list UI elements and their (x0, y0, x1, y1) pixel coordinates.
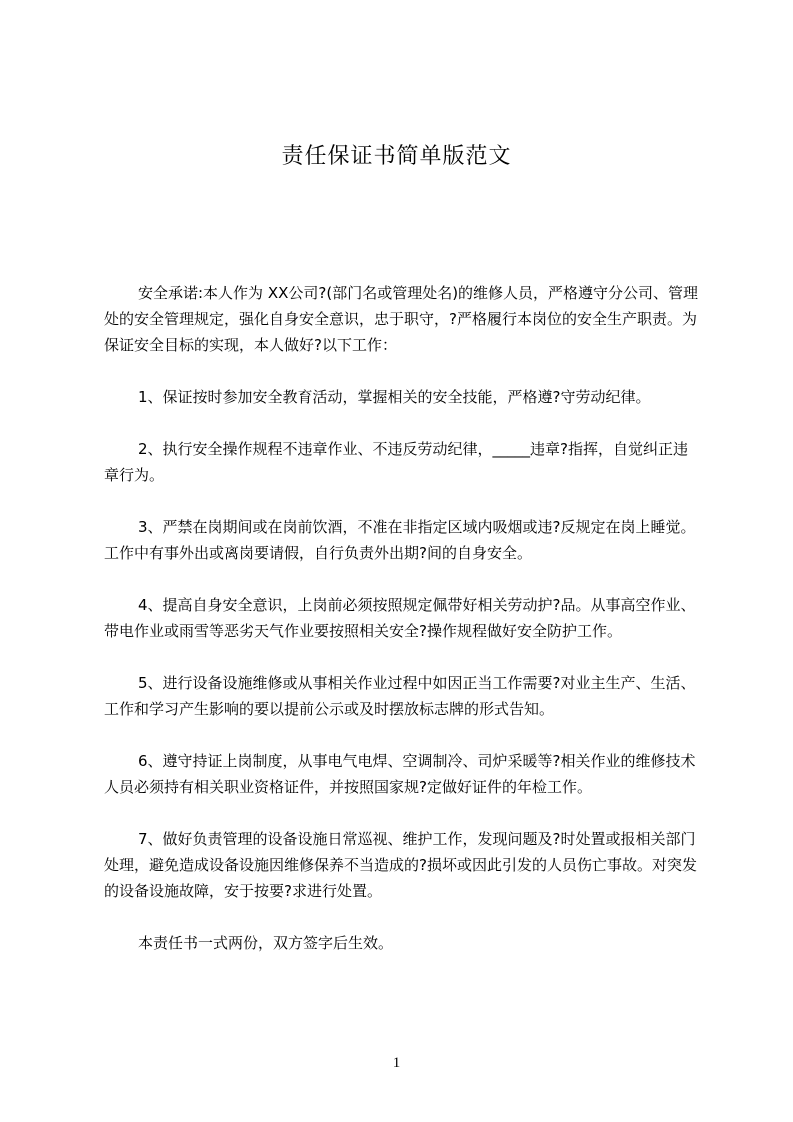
paragraph-item-1: 1、保证按时参加安全教育活动，掌握相关的安全技能，严格遵?守劳动纪律。 (138, 388, 651, 406)
document-body (104, 280, 702, 982)
paragraph-commitment: 安全承诺:本人作为 XX公司?(部门名或管理处名)的维修人员，严格遵守分公司、管理处的安全管理规定，强化自身安全意识，忠于职守，?严格履行本岗位的安全生产职责。为保证安全目标的实现，本人做好?以下工作： (104, 284, 699, 354)
document-title: 责任保证书简单版范文 (281, 144, 512, 169)
paragraph-item-2: 2、执行安全操作规程不违章作业、不违反劳动纪律，_____违章?指挥，自觉纠正违章行为。 (104, 440, 689, 484)
paragraph-item-4: 4、提高自身安全意识，上岗前必须按照规定佩带好相关劳动护?品。从事高空作业、带电作业或雨雪等恶劣天气作业要按照相关安全?操作规程做好安全防护工作。 (104, 596, 696, 640)
page-number: 1 (392, 1055, 401, 1071)
paragraph-item-3: 3、严禁在岗期间或在岗前饮酒，不准在非指定区域内吸烟或违?反规定在岗上睡觉。工作中有事外出或离岗要请假，自行负责外出期?间的自身安全。 (104, 518, 696, 562)
paragraph-item-5: 5、进行设备设施维修或从事相关作业过程中如因正当工作需要?对业主生产、生活、工作和学习产生影响的要以提前公示或及时摆放标志牌的形式告知。 (104, 674, 696, 718)
paragraph-item-6: 6、遵守持证上岗制度，从事电气电焊、空调制冷、司炉采暖等?相关作业的维修技术人员必须持有相关职业资格证件，并按照国家规?定做好证件的年检工作。 (104, 752, 696, 796)
paragraph-closing: 本责任书一式两份，双方签字后生效。 (138, 934, 394, 952)
paragraph-item-7: 7、做好负责管理的设备设施日常巡视、维护工作，发现问题及?时处置或报相关部门处理，避免造成设备设施因维修保养不当造成的?损坏或因此引发的人员伤亡事故。对突发的设备设施故障，安于按要?求进行处置。 (104, 830, 697, 900)
